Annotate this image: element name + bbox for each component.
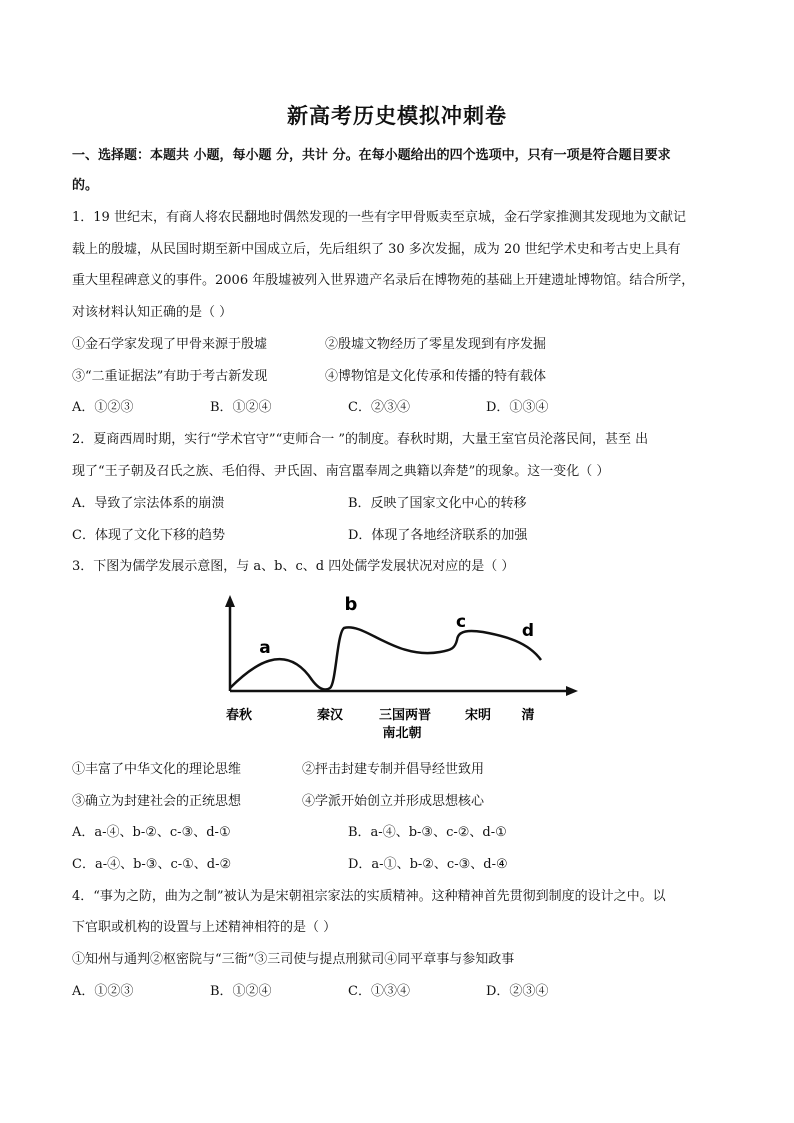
section-instructions-line-1: 一、选择题：本题共 小题，每小题 分，共计 分。在每小题给出的四个选项中，只有一项是符合题目要求 bbox=[72, 148, 671, 163]
q4-items: ①知州与通判②枢密院与“三衙”③三司使与提点刑狱司④同平章事与参知政事 bbox=[72, 952, 515, 967]
q1-item-3: ③“二重证据法”有助于考古新发现 bbox=[72, 369, 268, 384]
q3-item-3: ③确立为封建社会的正统思想 bbox=[72, 794, 242, 809]
page-title: 新高考历史模拟冲刺卷 bbox=[287, 104, 507, 128]
q4-stem-line-2: 下官职或机构的设置与上述精神相符的是（ ） bbox=[72, 920, 337, 935]
q4-option-d[interactable]: D．②③④ bbox=[486, 984, 549, 999]
chart-tick-sanguo-liangjin: 三国两晋 bbox=[378, 708, 432, 723]
q4-option-c[interactable]: C．①③④ bbox=[348, 984, 410, 999]
q2-option-b[interactable]: B．反映了国家文化中心的转移 bbox=[348, 496, 527, 511]
q1-item-4: ④博物馆是文化传承和传播的特有载体 bbox=[325, 369, 547, 384]
chart-x-axis-arrow bbox=[566, 686, 578, 696]
chart-tick-qing: 清 bbox=[521, 708, 535, 723]
q3-stem: 3．下图为儒学发展示意图，与 a、b、c、d 四处儒学发展状况对应的是（ ） bbox=[72, 559, 515, 574]
chart-point-label-a: a bbox=[259, 638, 271, 658]
q2-stem-line-1: 2．夏商西周时期，实行“学术官守”“吏师合一 ”的制度。春秋时期，大量王室官员沦落民间，甚至 出 bbox=[72, 432, 649, 447]
chart-tick-chunqiu: 春秋 bbox=[225, 708, 253, 723]
q1-item-2: ②殷墟文物经历了零星发现到有序发掘 bbox=[325, 337, 547, 352]
q3-item-4: ④学派开始创立并形成思想核心 bbox=[302, 794, 485, 809]
chart-point-label-d: d bbox=[521, 621, 535, 641]
q2-option-c[interactable]: C．体现了文化下移的趋势 bbox=[72, 528, 225, 543]
q3-option-d[interactable]: D．a-①、b-②、c-③、d-④ bbox=[348, 857, 508, 872]
q2-option-a[interactable]: A．导致了宗法体系的崩溃 bbox=[72, 496, 225, 511]
q1-option-c[interactable]: C．②③④ bbox=[348, 400, 410, 415]
chart-tick-qinhan: 秦汉 bbox=[316, 708, 344, 723]
q2-option-d[interactable]: D．体现了各地经济联系的加强 bbox=[348, 528, 528, 543]
q3-item-2: ②抨击封建专制并倡导经世致用 bbox=[302, 762, 485, 777]
q3-option-c[interactable]: C．a-④、b-③、c-①、d-② bbox=[72, 857, 232, 872]
q3-item-1: ①丰富了中华文化的理论思维 bbox=[72, 762, 242, 777]
q3-option-b[interactable]: B．a-④、b-③、c-②、d-① bbox=[348, 825, 507, 840]
q4-stem-line-1: 4．“事为之防，曲为之制”被认为是宋朝祖宗家法的实质精神。这种精神首先贯彻到制度的设计之中。以 bbox=[72, 889, 666, 904]
chart-tick-songming: 宋明 bbox=[464, 708, 492, 723]
q2-stem-line-2: 现了“王子朝及召氏之族、毛伯得、尹氏固、南宫嚚奉周之典籍以奔楚”的现象。这一变化（ ） bbox=[72, 464, 610, 479]
q1-option-a[interactable]: A．①②③ bbox=[72, 400, 134, 415]
q1-stem-line-1: 1．19 世纪末，有商人将农民翻地时偶然发现的一些有字甲骨贩卖至京城，金石学家推测其发现地为文献记 bbox=[72, 210, 686, 225]
section-instructions-line-2: 的。 bbox=[72, 178, 99, 193]
q1-stem-line-3: 重大里程碑意义的事件。2006 年殷墟被列入世界遗产名录后在博物苑的基础上开建遗址博物馆。结合所学， bbox=[72, 273, 695, 288]
chart-y-axis-arrow bbox=[225, 595, 235, 607]
q1-stem-line-2: 载上的殷墟，从民国时期至新中国成立后，先后组织了 30 多次发掘，成为 20 世纪学术史和考古史上具有 bbox=[72, 242, 681, 257]
chart-point-label-c: c bbox=[455, 612, 467, 632]
q4-option-b[interactable]: B．①②④ bbox=[210, 984, 272, 999]
chart-point-label-b: b bbox=[344, 594, 358, 615]
chart-series-line bbox=[230, 627, 541, 689]
q1-item-1: ①金石学家发现了甲骨来源于殷墟 bbox=[72, 337, 268, 352]
chart-tick-nanbeichao: 南北朝 bbox=[382, 726, 422, 741]
q1-stem-line-4: 对该材料认知正确的是（ ） bbox=[72, 305, 233, 320]
q1-option-b[interactable]: B．①②④ bbox=[210, 400, 272, 415]
q1-option-d[interactable]: D．①③④ bbox=[486, 400, 549, 415]
confucianism-development-chart bbox=[0, 588, 794, 768]
q3-option-a[interactable]: A．a-④、b-②、c-③、d-① bbox=[72, 825, 231, 840]
q4-option-a[interactable]: A．①②③ bbox=[72, 984, 134, 999]
